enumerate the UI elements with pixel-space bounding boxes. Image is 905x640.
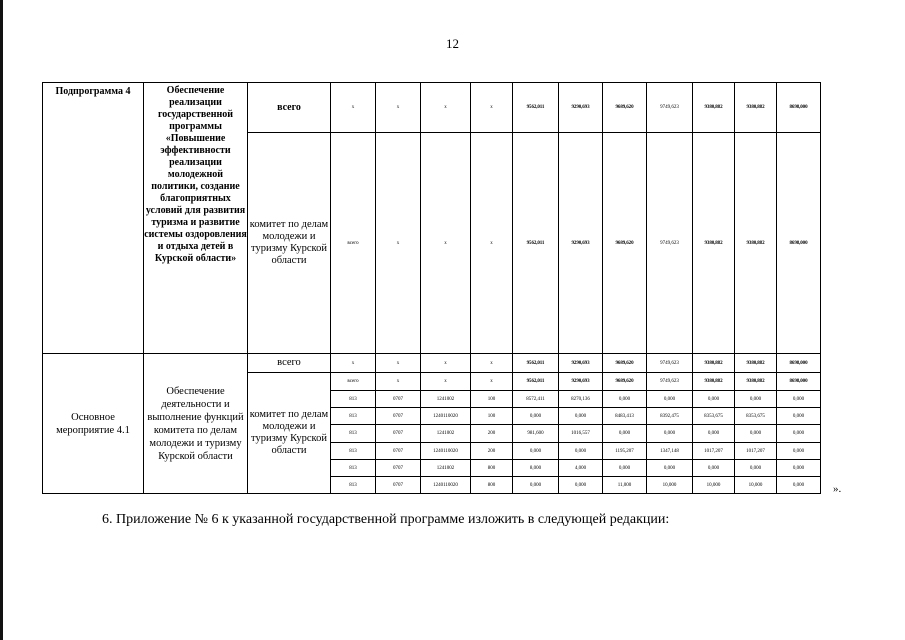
value-cell: 0,000 [777, 477, 821, 494]
value-cell: 9380,882 [693, 133, 735, 354]
value-cell: 1195,207 [603, 443, 647, 460]
value-cell: 8353,675 [735, 408, 777, 425]
value-cell: 0,000 [513, 477, 559, 494]
value-cell: 0,000 [735, 425, 777, 443]
subprogram-executor: комитет по делам молодежи и туризму Курской области [248, 133, 331, 354]
value-cell: 0,000 [603, 425, 647, 443]
code-cell: 1241002 [421, 460, 471, 477]
code-cell: х [471, 373, 513, 391]
value-cell: 0,000 [777, 460, 821, 477]
subprogram-total-label: всего [248, 83, 331, 133]
instruction-paragraph: 6. Приложение № 6 к указанной государственной программе изложить в следующей редакции: [102, 512, 670, 527]
measure-title: Обеспечение деятельности и выполнение функций комитета по делам молодежи и туризму Курской области [144, 354, 248, 494]
value-cell: 9749,623 [647, 83, 693, 133]
value-cell: 0,000 [693, 460, 735, 477]
value-cell: 9562,011 [513, 354, 559, 373]
value-cell: 8698,000 [777, 133, 821, 354]
value-cell: 9380,882 [735, 373, 777, 391]
value-cell: 10,000 [693, 477, 735, 494]
value-cell: 8572,411 [513, 391, 559, 408]
page-number: 12 [446, 36, 459, 51]
code-cell: 100 [471, 391, 513, 408]
value-cell: 9689,620 [603, 133, 647, 354]
value-cell: 8698,000 [777, 83, 821, 133]
value-cell: 11,000 [603, 477, 647, 494]
value-cell: 10,000 [735, 477, 777, 494]
value-cell: 9380,882 [693, 373, 735, 391]
value-cell: 1347,148 [647, 443, 693, 460]
code-cell: 1241002 [421, 425, 471, 443]
value-cell: 0,000 [693, 391, 735, 408]
code-cell: х [376, 83, 421, 133]
code-cell: х [421, 354, 471, 373]
closing-quote: ». [833, 483, 842, 495]
value-cell: 9689,620 [603, 83, 647, 133]
value-cell: 0,000 [777, 425, 821, 443]
value-cell: 0,000 [777, 443, 821, 460]
value-cell: 9562,011 [513, 373, 559, 391]
subprogram-title: Обеспечение реализации государственной программы «Повышение эффективности реализации молодежной политики, создание благоприятных условий для развития туризма и развитие системы оздоровления и отдыха детей в Курской области» [144, 83, 248, 354]
code-cell: 813 [331, 425, 376, 443]
code-cell: 0707 [376, 425, 421, 443]
value-cell: 9749,623 [647, 373, 693, 391]
value-cell: 9562,011 [513, 83, 559, 133]
subprogram-total-row [43, 83, 821, 133]
code-cell: 1241002 [421, 391, 471, 408]
value-cell: 0,000 [777, 391, 821, 408]
value-cell: 1016,557 [559, 425, 603, 443]
value-cell: 0,000 [559, 443, 603, 460]
value-cell: 0,000 [647, 425, 693, 443]
code-cell: 1240110020 [421, 443, 471, 460]
value-cell: 8698,000 [777, 373, 821, 391]
code-cell: 813 [331, 443, 376, 460]
code-cell: 800 [471, 460, 513, 477]
program-table [42, 82, 821, 494]
value-cell: 9290,693 [559, 83, 603, 133]
value-cell: 9380,882 [693, 354, 735, 373]
code-cell: 200 [471, 443, 513, 460]
value-cell: 0,000 [693, 425, 735, 443]
code-cell: х [471, 83, 513, 133]
code-cell: х [331, 83, 376, 133]
subprogram-label: Подпрограмма 4 [43, 83, 144, 354]
code-cell: всего [331, 133, 376, 354]
value-cell: 9749,623 [647, 354, 693, 373]
value-cell: 9290,693 [559, 373, 603, 391]
value-cell: 9380,882 [735, 133, 777, 354]
code-cell: х [376, 354, 421, 373]
value-cell: 9749,623 [647, 133, 693, 354]
code-cell: 800 [471, 477, 513, 494]
code-cell: 0707 [376, 408, 421, 425]
value-cell: 9562,011 [513, 133, 559, 354]
value-cell: 0,000 [513, 408, 559, 425]
code-cell: 1240110020 [421, 477, 471, 494]
value-cell: 9689,620 [603, 373, 647, 391]
code-cell: 100 [471, 408, 513, 425]
value-cell: 8270,136 [559, 391, 603, 408]
code-cell: 0707 [376, 477, 421, 494]
code-cell: 813 [331, 477, 376, 494]
scan-left-edge [0, 0, 3, 640]
value-cell: 981,600 [513, 425, 559, 443]
value-cell: 0,000 [777, 408, 821, 425]
code-cell: х [421, 83, 471, 133]
code-cell: х [421, 133, 471, 354]
value-cell: 8353,675 [693, 408, 735, 425]
measure-label: Основное мероприятие 4.1 [43, 354, 144, 494]
value-cell: 0,000 [513, 443, 559, 460]
measure-total-label: всего [248, 354, 331, 373]
value-cell: 0,000 [647, 460, 693, 477]
value-cell: 0,000 [735, 391, 777, 408]
code-cell: х [376, 373, 421, 391]
value-cell: 0,000 [603, 460, 647, 477]
measure-executor: комитет по делам молодежи и туризму Курской области [248, 373, 331, 494]
code-cell: х [471, 354, 513, 373]
measure-total-row [43, 354, 821, 373]
code-cell: 1240110020 [421, 408, 471, 425]
value-cell: 0,000 [647, 391, 693, 408]
value-cell: 8,000 [513, 460, 559, 477]
code-cell: 0707 [376, 460, 421, 477]
value-cell: 8698,000 [777, 354, 821, 373]
value-cell: 0,000 [559, 477, 603, 494]
code-cell: х [376, 133, 421, 354]
code-cell: 0707 [376, 391, 421, 408]
code-cell: х [471, 133, 513, 354]
value-cell: 8392,475 [647, 408, 693, 425]
value-cell: 0,000 [603, 391, 647, 408]
value-cell: 0,000 [735, 460, 777, 477]
value-cell: 0,000 [559, 408, 603, 425]
value-cell: 9689,620 [603, 354, 647, 373]
code-cell: х [421, 373, 471, 391]
value-cell: 9290,693 [559, 133, 603, 354]
code-cell: 0707 [376, 443, 421, 460]
code-cell: 200 [471, 425, 513, 443]
code-cell: 813 [331, 460, 376, 477]
value-cell: 4,000 [559, 460, 603, 477]
value-cell: 9380,882 [735, 83, 777, 133]
value-cell: 1017,207 [693, 443, 735, 460]
code-cell: 813 [331, 391, 376, 408]
code-cell: х [331, 354, 376, 373]
code-cell: всего [331, 373, 376, 391]
value-cell: 9380,882 [735, 354, 777, 373]
value-cell: 10,000 [647, 477, 693, 494]
value-cell: 1017,207 [735, 443, 777, 460]
value-cell: 9290,693 [559, 354, 603, 373]
value-cell: 8483,413 [603, 408, 647, 425]
value-cell: 9380,882 [693, 83, 735, 133]
code-cell: 813 [331, 408, 376, 425]
